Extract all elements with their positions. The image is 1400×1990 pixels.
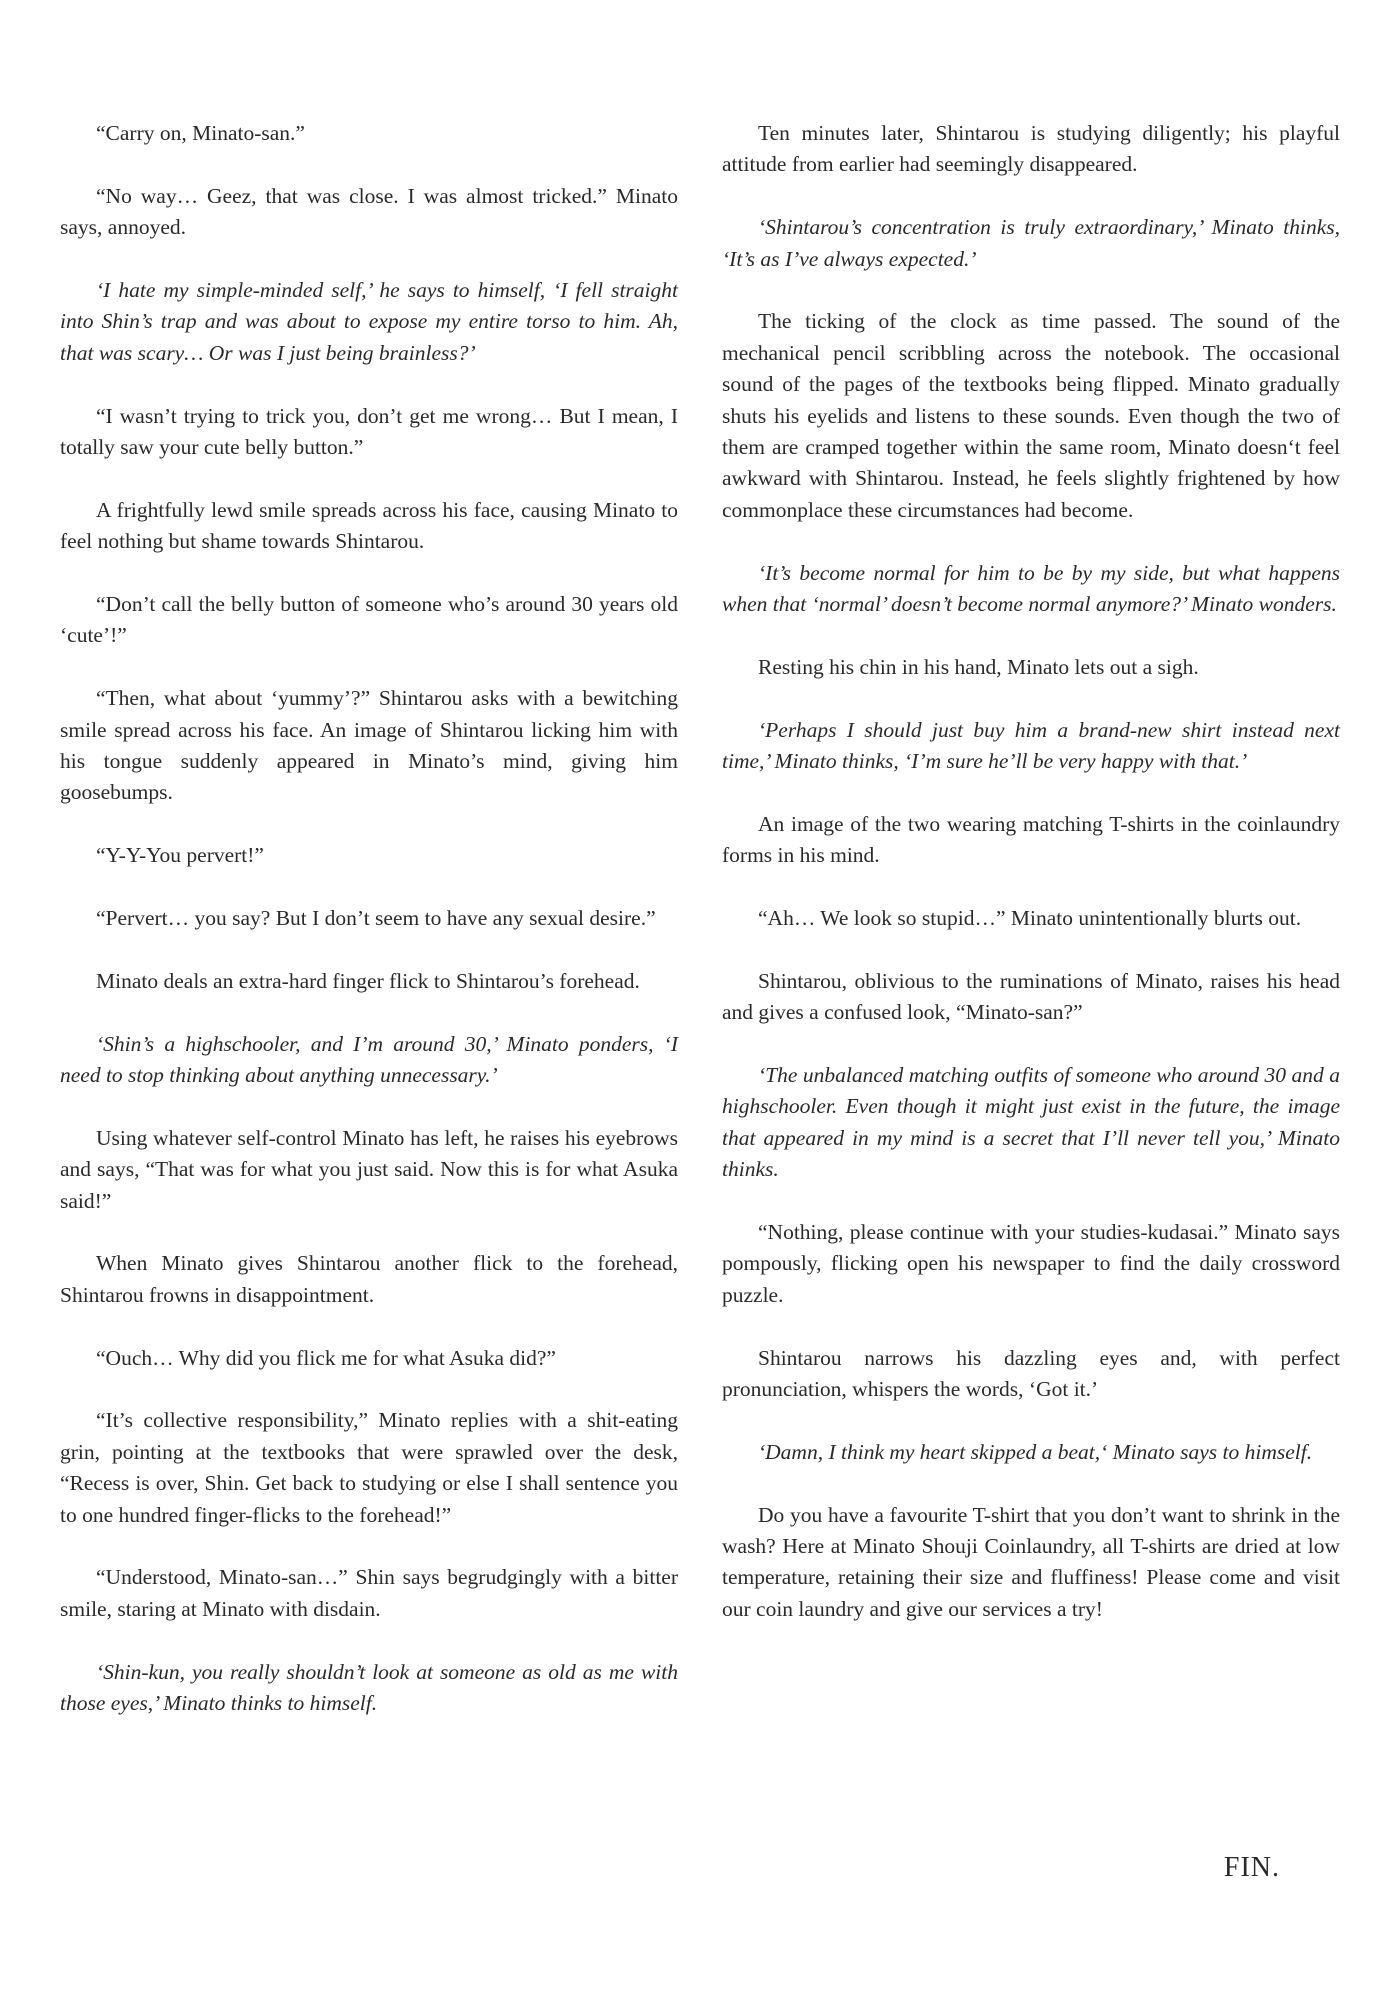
paragraph: A frightfully lewd smile spreads across his face, causing Minato to feel nothing but shame towards Shintarou. [60, 497, 678, 554]
paragraph: “Don’t call the belly button of someone who’s around 30 years old ‘cute’!” [60, 592, 678, 648]
paragraph: “I wasn’t trying to trick you, don’t get me wrong… But I mean, I totally saw your cute belly button.” [60, 403, 678, 460]
paragraph: ‘Damn, I think my heart skipped a beat,‘ Minato says to himself. [758, 1439, 1313, 1464]
paragraph: Shintarou, oblivious to the ruminations of Minato, raises his head and gives a confused look, “Minato-san?” [722, 968, 1340, 1025]
paragraph: ‘Shintarou’s concentration is truly extraordinary,’ Minato thinks, ‘It’s as I’ve always expected.’ [722, 215, 1340, 271]
left-text-column [60, 118, 678, 1751]
paragraph: ‘It’s become normal for him to be by my side, but what happens when that ‘normal’ doesn’t become normal anymore?’ Minato wonders. [722, 560, 1340, 617]
paragraph: “Then, what about ‘yummy’?” Shintarou asks with a bewitching smile spread across his face. An image of Shintarou licking him with his tongue suddenly appeared in Minato’s mind, giving him goosebumps. [60, 686, 678, 805]
paragraph: ‘Perhaps I should just buy him a brand-new shirt instead next time,’ Minato thinks, ‘I’m sure he’ll be very happy with that.’ [722, 717, 1340, 774]
paragraph: “Nothing, please continue with your studies-kudasai.” Minato says pompously, flicking open his newspaper to find the daily crossword puzzle. [722, 1220, 1340, 1307]
paragraph: “Carry on, Minato-san.” [96, 121, 305, 145]
paragraph: When Minato gives Shintarou another flick to the forehead, Shintarou frowns in disappointment. [60, 1251, 678, 1307]
paragraph: Ten minutes later, Shintarou is studying diligently; his playful attitude from earlier had seemingly disappeared. [722, 121, 1340, 177]
paragraph: Do you have a favourite T-shirt that you don’t want to shrink in the wash? Here at Minato Shouji Coinlaundry, all T-shirts are dried at low temperature, retaining their size and fluffiness! Please come and visit our coin laundry and give our services a try! [722, 1502, 1340, 1621]
paragraph: ‘The unbalanced matching outfits of someone who around 30 and a highschooler. Even though it might just exist in the future, the image that appeared in my mind is a secret that I’ll never tell you,’ Minato thinks. [722, 1063, 1340, 1182]
paragraph: Using whatever self-control Minato has left, he raises his eyebrows and says, “That was for what you just said. Now this is for what Asuka said!” [60, 1125, 678, 1213]
paragraph: “Pervert… you say? But I don’t seem to have any sexual desire.” [96, 906, 656, 931]
paragraph: “It’s collective responsibility,” Minato replies with a shit-eating grin, pointing at the textbooks that were sprawled over the desk, “Recess is over, Shin. Get back to studying or else I shall sentence you to one hundred finger-flicks to the forehead!” [60, 1408, 678, 1527]
paragraph: “Ah… We look so stupid…” Minato unintentionally blurts out. [758, 906, 1302, 931]
paragraph: Minato deals an extra-hard finger flick to Shintarou’s forehead. [96, 968, 640, 993]
paragraph: Shintarou narrows his dazzling eyes and, with perfect pronunciation, whispers the words, ‘Got it.’ [722, 1345, 1340, 1402]
end-mark: FIN. [1223, 1852, 1280, 1883]
paragraph: ‘Shin’s a highschooler, and I’m around 30,’ Minato ponders, ‘I need to stop thinking about anything unnecessary.’ [60, 1031, 678, 1088]
paragraph: ‘Shin-kun, you really shouldn’t look at someone as old as me with those eyes,’ Minato thinks to himself. [60, 1659, 678, 1716]
paragraph: “Ouch… Why did you flick me for what Asuka did?” [96, 1345, 556, 1370]
paragraph: ‘I hate my simple-minded self,’ he says to himself, ‘I fell straight into Shin’s trap and was about to expose my entire torso to him. Ah, that was scary… Or was I just being brainless?’ [60, 278, 678, 365]
paragraph: The ticking of the clock as time passed. The sound of the mechanical pencil scribbling across the notebook. The occasional sound of the pages of the textbooks being flipped. Minato gradually shuts his eyelids and listens to these sounds. Even though the two of them are cramped together within the same room, Minato doesn‘t feel awkward with Shintarou. Instead, he feels slightly frightened by how commonplace these circumstances had become. [722, 309, 1340, 522]
paragraph: “Y-Y-You pervert!” [96, 843, 264, 868]
paragraph: “No way… Geez, that was close. I was almost tricked.” Minato says, annoyed. [60, 183, 678, 240]
right-text-column [722, 118, 1340, 1657]
paragraph: “Understood, Minato-san…” Shin says begrudgingly with a bitter smile, staring at Minato with disdain. [60, 1565, 678, 1621]
paragraph: An image of the two wearing matching T-shirts in the coinlaundry forms in his mind. [722, 811, 1340, 868]
paragraph: Resting his chin in his hand, Minato lets out a sigh. [758, 654, 1199, 679]
